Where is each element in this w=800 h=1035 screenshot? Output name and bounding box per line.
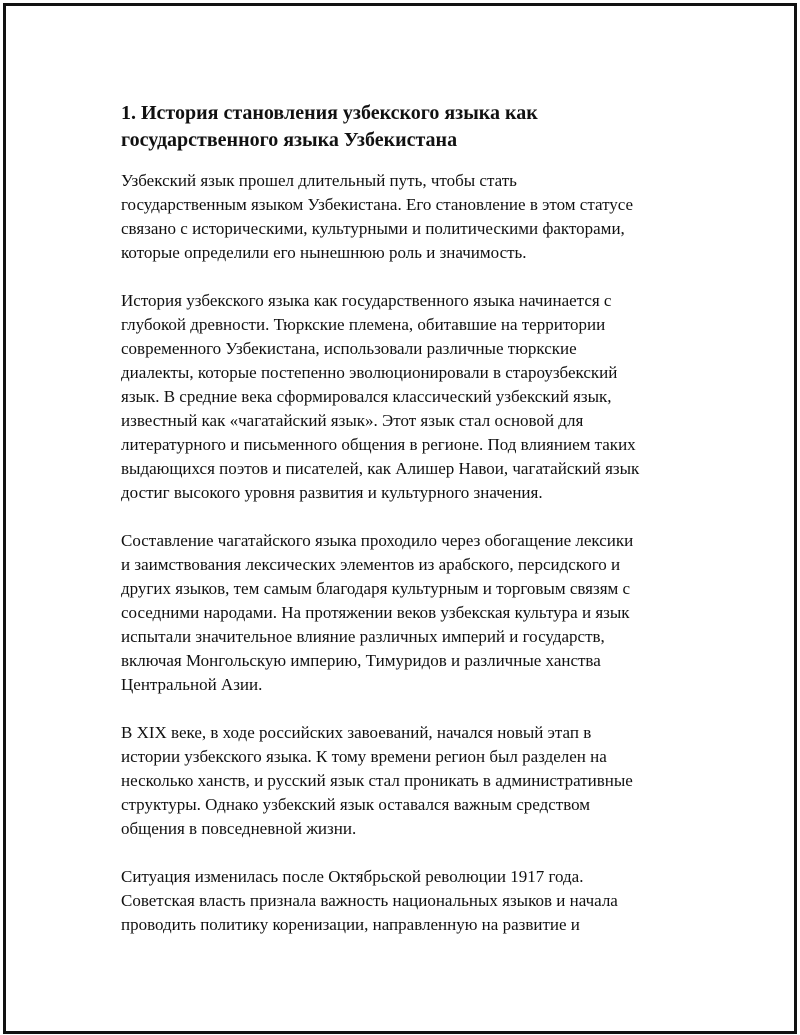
text-line: истории узбекского языка. К тому времени регион был разделен на (121, 747, 607, 766)
text-line: проводить политику коренизации, направленную на развитие и (121, 915, 580, 934)
text-line: выдающихся поэтов и писателей, как Алишер Навои, чагатайский язык (121, 459, 640, 478)
text-line: соседними народами. На протяжении веков узбекская культура и язык (121, 603, 630, 622)
paragraph-1 (121, 169, 696, 265)
paragraph-5 (121, 865, 696, 937)
text-line: Советская власть признала важность национальных языков и начала (121, 891, 618, 910)
text-line: общения в повседневной жизни. (121, 819, 357, 838)
text-line: диалекты, которые постепенно эволюционировали в староузбекский (121, 363, 618, 382)
text-line: Узбекский язык прошел длительный путь, чтобы стать (121, 171, 517, 190)
section-heading (121, 100, 696, 154)
text-line: История узбекского языка как государственного языка начинается с (121, 291, 612, 310)
heading-line: 1. История становления узбекского языка как (121, 102, 538, 124)
text-line: несколько ханств, и русский язык стал проникать в административные (121, 771, 633, 790)
text-line: современного Узбекистана, использовали различные тюркские (121, 339, 577, 358)
text-line: связано с историческими, культурными и политическими факторами, (121, 219, 625, 238)
document-body (121, 100, 696, 961)
text-line: включая Монгольскую империю, Тимуридов и различные ханства (121, 651, 601, 670)
paragraph-2 (121, 289, 696, 505)
text-line: язык. В средние века сформировался классический узбекский язык, (121, 387, 612, 406)
text-line: и заимствования лексических элементов из арабского, персидского и (121, 555, 621, 574)
text-line: государственным языком Узбекистана. Его становление в этом статусе (121, 195, 634, 214)
text-line: других языков, тем самым благодаря культурным и торговым связям с (121, 579, 631, 598)
text-line: Ситуация изменилась после Октябрьской революции 1917 года. (121, 867, 584, 886)
text-line: известный как «чагатайский язык». Этот язык стал основой для (121, 411, 584, 430)
text-line: Составление чагатайского языка проходило через обогащение лексики (121, 531, 634, 550)
text-line: испытали значительное влияние различных империй и государств, (121, 627, 605, 646)
text-line: глубокой древности. Тюркские племена, обитавшие на территории (121, 315, 606, 334)
paragraph-4 (121, 721, 696, 841)
text-line: литературного и письменного общения в регионе. Под влиянием таких (121, 435, 636, 454)
paragraph-3 (121, 529, 696, 697)
text-line: Центральной Азии. (121, 675, 263, 694)
page-border (3, 3, 797, 1034)
text-line: достиг высокого уровня развития и культурного значения. (121, 483, 543, 502)
heading-line: государственного языка Узбекистана (121, 129, 458, 151)
text-line: структуры. Однако узбекский язык оставался важным средством (121, 795, 591, 814)
text-line: которые определили его нынешнюю роль и значимость. (121, 243, 527, 262)
text-line: В XIX веке, в ходе российских завоеваний, начался новый этап в (121, 723, 592, 742)
